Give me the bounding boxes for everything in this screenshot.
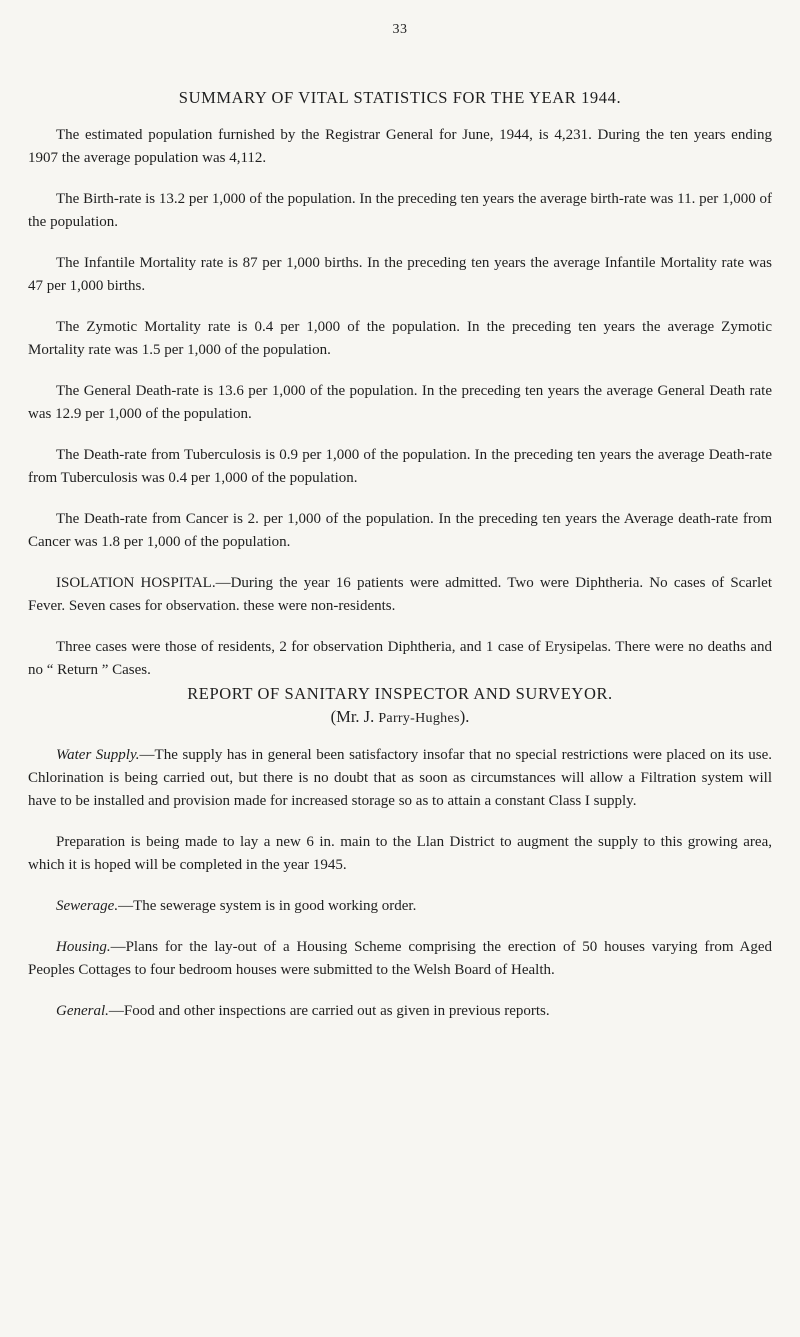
infantile-mortality-paragraph: The Infantile Mortality rate is 87 per 1,000 births. In the preceding ten years the average Infantile Mortality rate was 47 per 1,000 births. — [28, 255, 772, 294]
report-subtitle-open: (Mr. J. — [330, 707, 379, 726]
sewerage-text: —The sewerage system is in good working order. — [118, 898, 417, 914]
inspector-name: Parry-Hughes — [378, 711, 460, 726]
water-supply-text: —The supply has in general been satisfactory insofar that no special restrictions were placed on its use. Chlorination is being carried out, but there is no doubt that as soon as circumstances will allow a Filtration system will have to be installed and provision made for increased storage so as to attain a constant Class I supply. — [28, 747, 772, 809]
sewerage-paragraph — [28, 895, 772, 918]
general-text: —Food and other inspections are carried out as given in previous reports. — [108, 1003, 550, 1019]
sewerage-lead: Sewerage. — [56, 898, 119, 914]
isolation-hospital-paragraph: ISOLATION HOSPITAL.—During the year 16 patients were admitted. Two were Diphtheria. No cases of Scarlet Fever. Seven cases for observation. these were non-residents. — [28, 575, 772, 614]
general-death-rate-paragraph: The General Death-rate is 13.6 per 1,000 of the population. In the preceding ten years the average General Death rate was 12.9 per 1,000 of the population. — [28, 383, 772, 422]
document-body — [28, 86, 772, 1023]
housing-lead: Housing. — [56, 939, 111, 955]
general-paragraph — [28, 1000, 772, 1023]
general-lead: General. — [56, 1003, 109, 1019]
housing-paragraph — [28, 936, 772, 982]
housing-text: —Plans for the lay-out of a Housing Scheme comprising the erection of 50 houses varying from Aged Peoples Cottages to four bedroom houses were submitted to the Welsh Board of Health. — [28, 939, 772, 978]
preparation-paragraph: Preparation is being made to lay a new 6 in. main to the Llan District to augment the supply to this growing area, which it is hoped will be completed in the year 1945. — [28, 834, 772, 873]
population-paragraph: The estimated population furnished by the Registrar General for June, 1944, is 4,231. During the ten years ending 1907 the average population was 4,112. — [28, 127, 772, 166]
report-subtitle-close: ). — [459, 707, 470, 726]
report-subtitle — [28, 706, 772, 730]
report-title: REPORT OF SANITARY INSPECTOR AND SURVEYOR. — [187, 684, 613, 703]
water-supply-paragraph — [28, 744, 772, 813]
birth-rate-paragraph: The Birth-rate is 13.2 per 1,000 of the population. In the preceding ten years the average birth-rate was 11. per 1,000 of the population. — [28, 191, 772, 230]
page-title: SUMMARY OF VITAL STATISTICS FOR THE YEAR 1944. — [178, 88, 622, 107]
water-supply-lead: Water Supply. — [56, 747, 140, 763]
tuberculosis-paragraph: The Death-rate from Tuberculosis is 0.9 per 1,000 of the population. In the preceding ten years the average Death-rate from Tuberculosis was 0.4 per 1,000 of the population. — [28, 447, 772, 486]
residents-paragraph: Three cases were those of residents, 2 for observation Diphtheria, and 1 case of Erysipelas. There were no deaths and no “ Return ” Cases. — [28, 639, 772, 678]
cancer-paragraph: The Death-rate from Cancer is 2. per 1,000 of the population. In the preceding ten years the Average death-rate from Cancer was 1.8 per 1,000 of the population. — [28, 511, 772, 550]
page-number: 33 — [392, 22, 408, 37]
zymotic-mortality-paragraph: The Zymotic Mortality rate is 0.4 per 1,000 of the population. In the preceding ten years the average Zymotic Mortality rate was 1.5 per 1,000 of the population. — [28, 319, 772, 358]
